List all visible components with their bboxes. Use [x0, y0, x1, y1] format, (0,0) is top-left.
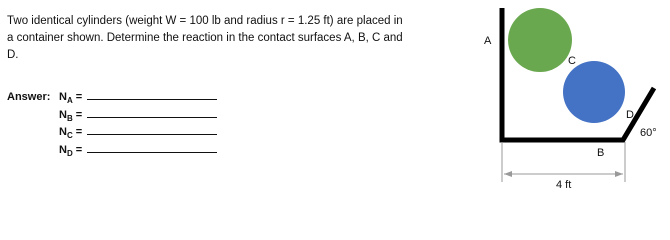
answer-label-nc: $N_C$ = [59, 126, 83, 141]
answer-blank-nd[interactable] [87, 142, 217, 153]
label-d: D [626, 109, 634, 121]
container-figure [470, 0, 670, 212]
bottom-cylinder [563, 61, 625, 123]
top-cylinder [508, 8, 572, 72]
label-angle: 60° [640, 127, 657, 139]
dimension-arrow-left [504, 171, 512, 177]
label-b: B [597, 147, 605, 159]
dimension-arrow-right [615, 171, 623, 177]
answer-label-nb: $N_B$ = [59, 108, 83, 123]
problem-statement: Two identical cylinders (weight W = 100 lb and radius r = 1.25 ft) are placed in a container shown. Determine the reaction in the contact surfaces A, B, C and D. [7, 15, 403, 61]
answer-label-nd: $N_D$ = [59, 143, 83, 158]
answer-label-na: $N_A$ = [59, 91, 83, 106]
answer-row [7, 107, 217, 125]
label-width: 4 ft [556, 179, 572, 191]
answer-row [7, 89, 217, 107]
answer-blank-na[interactable] [87, 89, 217, 100]
answer-block [7, 89, 217, 159]
answer-lead: Answer: [7, 91, 51, 103]
answer-row [7, 124, 217, 142]
answer-blank-nc[interactable] [87, 124, 217, 135]
answer-blank-nb[interactable] [87, 107, 217, 118]
label-c: C [568, 55, 576, 67]
answer-row [7, 142, 217, 160]
label-a: A [484, 35, 492, 47]
